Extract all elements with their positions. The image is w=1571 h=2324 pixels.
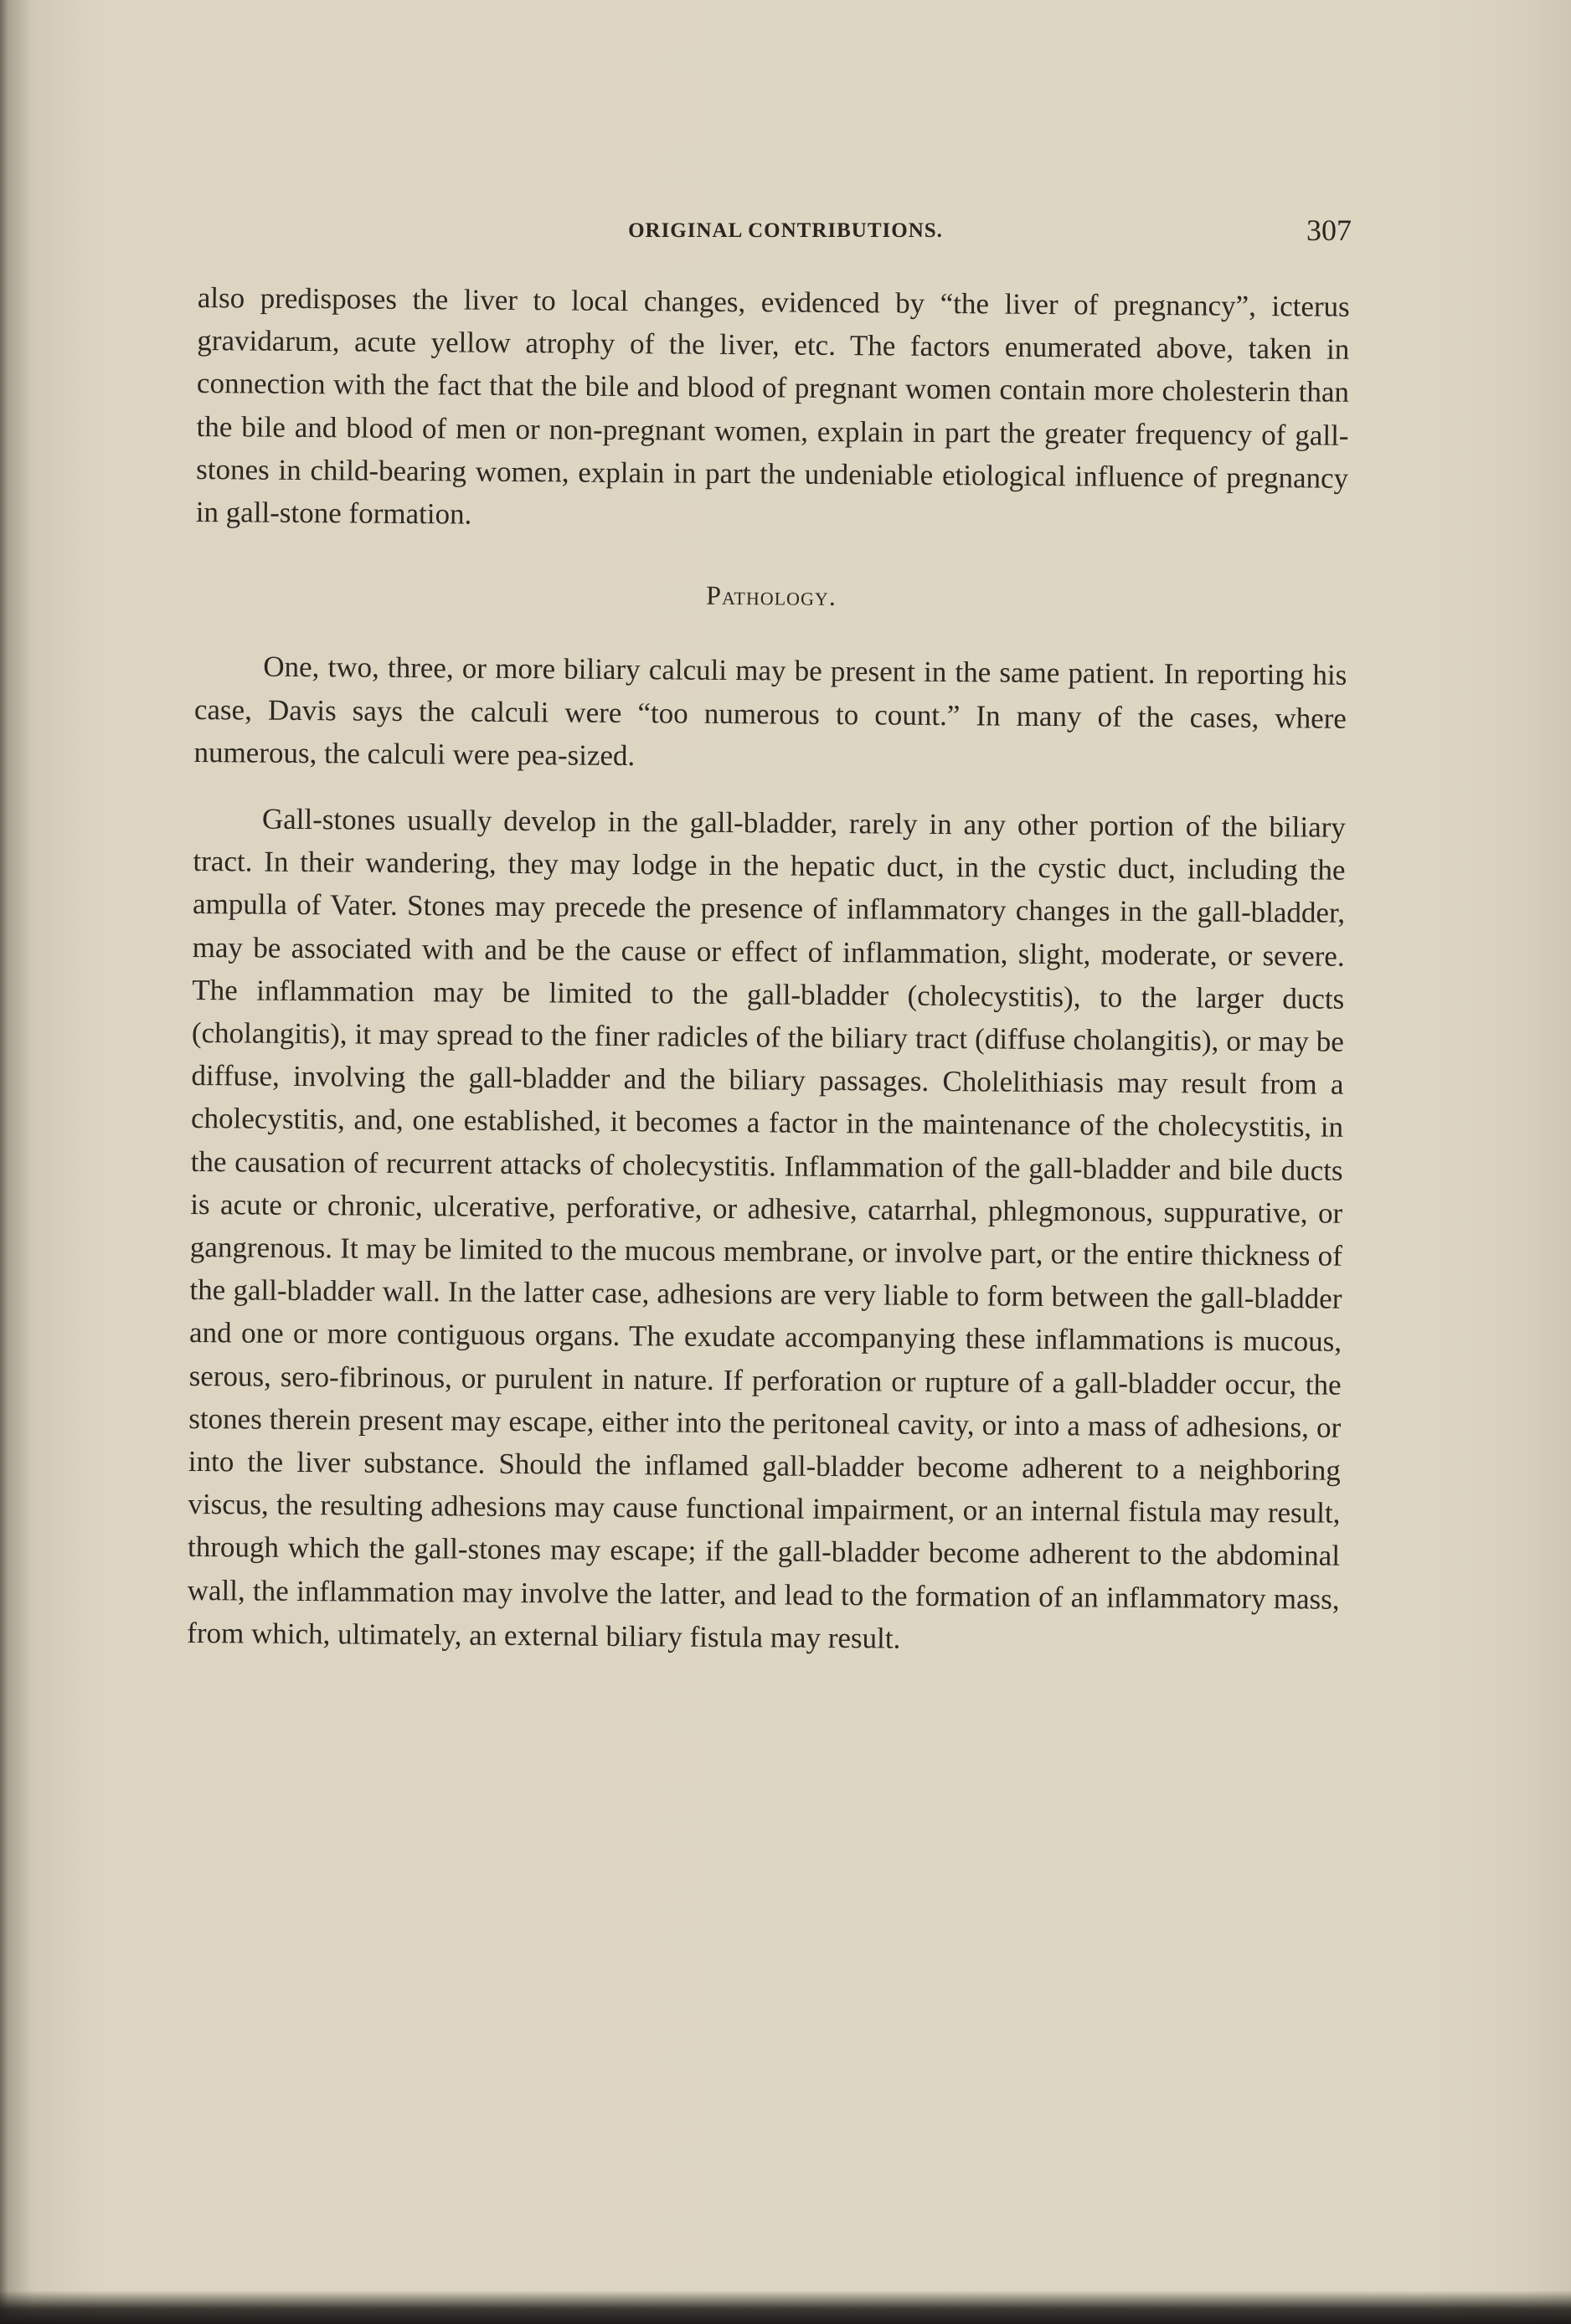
page-number: 307 xyxy=(1306,213,1352,247)
running-head xyxy=(0,213,1571,263)
section-heading: Pathology. xyxy=(706,580,837,612)
page-bottom-shadow xyxy=(0,2291,1571,2324)
text-body xyxy=(187,276,1350,1663)
paragraph-calculi-count: One, two, three, or more biliary calculi may be present in the same patient. In reporting his case, Davis says the calculi were “too numerous to count.” In many of the cases, where numerous, the calculi were pea-sized. xyxy=(193,650,1347,772)
running-title: ORIGINAL CONTRIBUTIONS. xyxy=(628,219,943,242)
paragraph-gall-stone-development: Gall-stones usually develop in the gall-bladder, rarely in any other portion of the biliary tract. In their wandering, they may lodge in the hepatic duct, in the cystic duct, including the ampulla of Vater. Stones may precede the presence of inflammatory changes in the gall-bladder, may be associated with and be the cause or effect of inflammation, slight, moderate, or severe. The inflammation may be limited to the gall-bladder (cholecystitis), to the larger ducts (cholangitis), it may spread to the finer radicles of the biliary tract (diffuse cholangitis), or may be diffuse, involving the gall-bladder and the biliary passages. Cholelithiasis may result from a cholecystitis, and, one established, it becomes a factor in the maintenance of the cholecystitis, in the causation of recurrent attacks of cholecystitis. Inflammation of the gall-bladder and bile ducts is acute or chronic, ulcerative, perforative, or adhesive, catarrhal, phlegmonous, suppurative, or gangrenous. It may be limited to the mucous membrane, or involve part, or the entire thickness of the gall-bladder wall. In the latter case, adhesions are very liable to form between the gall-bladder and one or more contiguous organs. The exudate accompanying these inflammations is mucous, serous, sero-fibrinous, or purulent in nature. If perforation or rupture of a gall-bladder occur, the stones therein present may escape, either into the peritoneal cavity, or into a mass of adhesions, or into the liver substance. Should the inflamed gall-bladder become adherent to a neighboring viscus, the resulting adhesions may cause functional impairment, or an internal fistula may result, through which the gall-stones may escape; if the gall-bladder become adherent to the abdominal wall, the inflammation may involve the latter, and lead to the formation of an inflammatory mass, from which, ultimately, an external biliary fistula may result. xyxy=(187,802,1347,1655)
paragraph-continuation: also predisposes the liver to local changes, evidenced by “the liver of pregnancy”, icterus gravidarum, acute yellow atrophy of the liver, etc. The factors enumerated above, taken in connection with the fact that the bile and blood of pregnant women contain more cholesterin than the bile and blood of men or non-pregnant women, explain in part the greater frequency of gall-stones in child-bearing women, explain in part the undeniable etiological influence of pregnancy in gall-stone formation. xyxy=(195,280,1350,531)
